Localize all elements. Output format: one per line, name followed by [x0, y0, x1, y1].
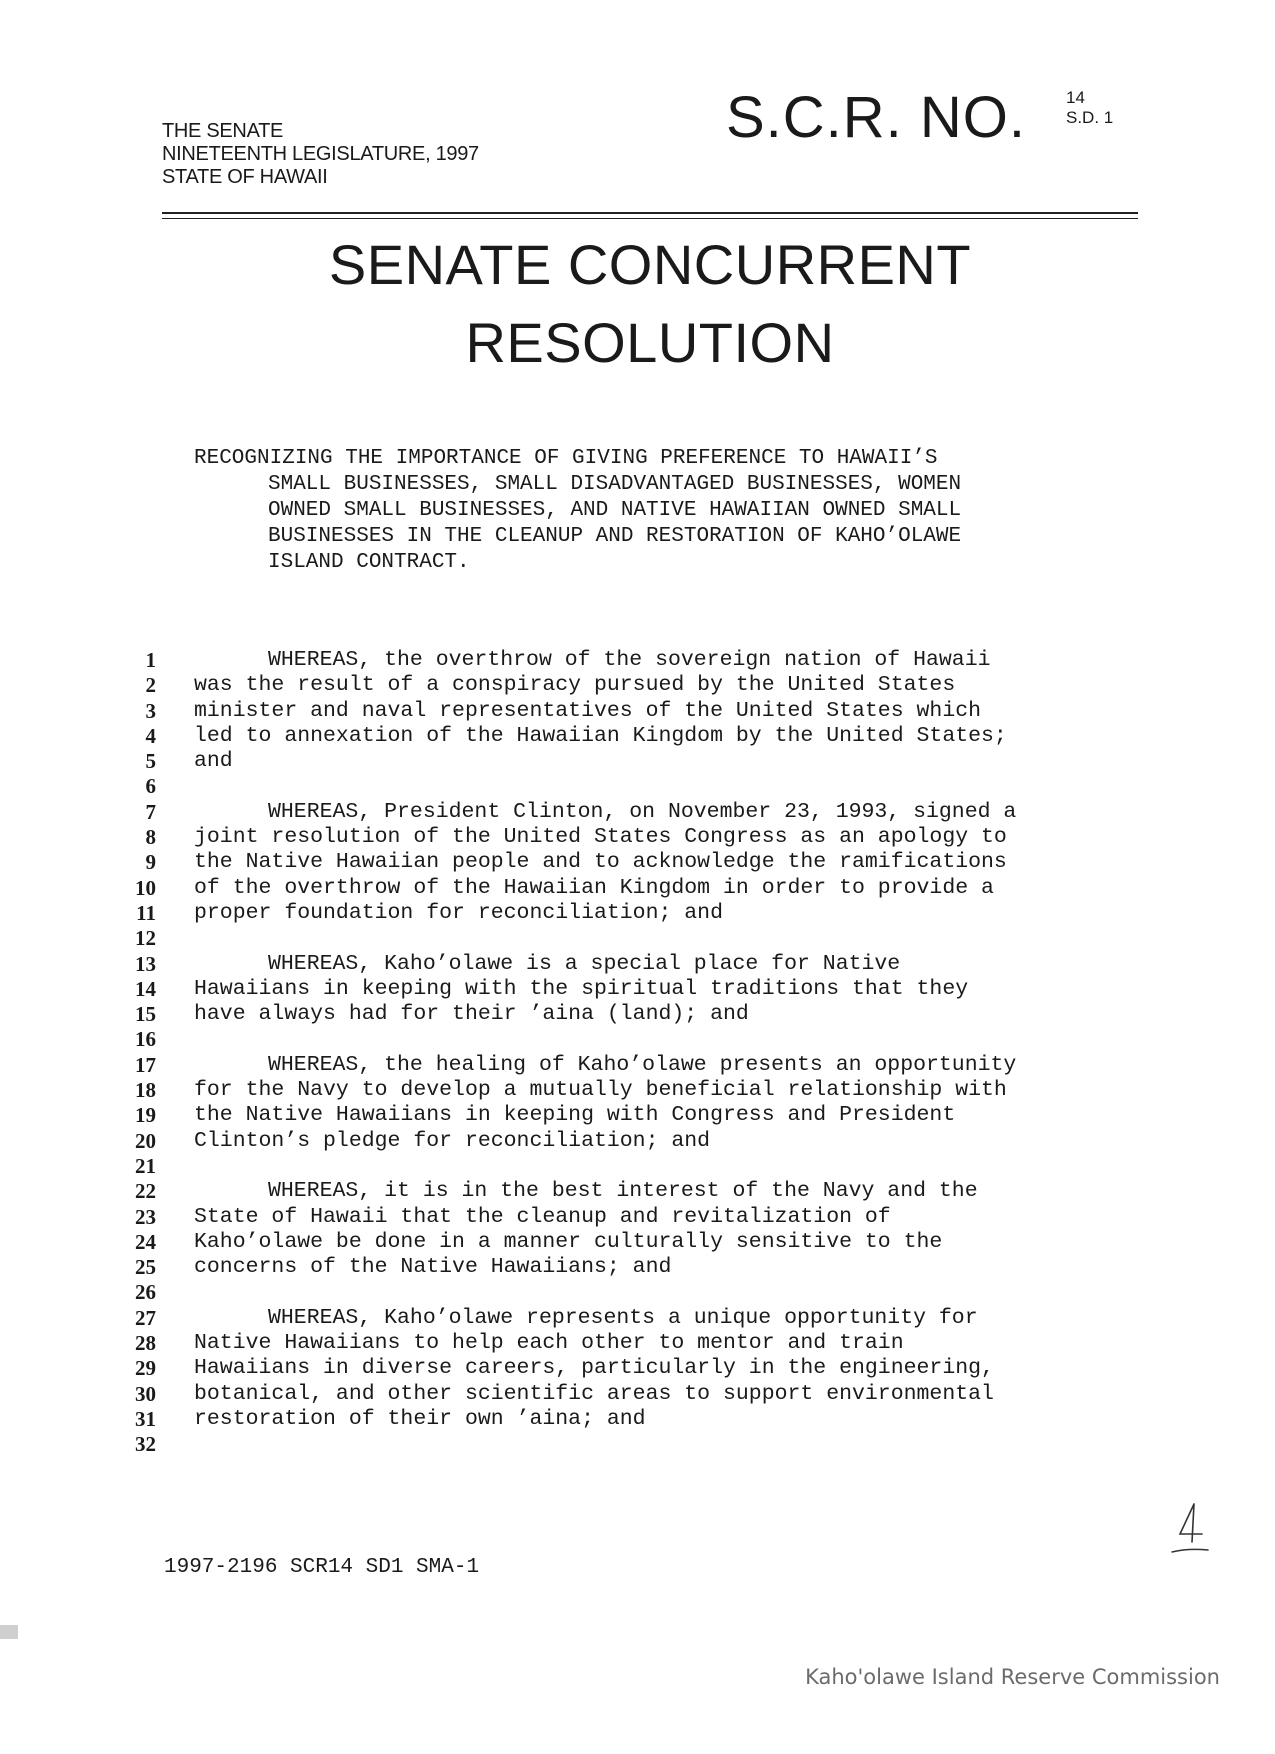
header-rule-thin [162, 218, 1138, 219]
body-line: WHEREAS, it is in the best interest of the Navy and the [268, 1179, 978, 1204]
scan-edge-shadow [0, 1625, 18, 1639]
caption-line: ISLAND CONTRACT. [268, 551, 470, 574]
body-line: WHEREAS, the healing of Kaho’olawe presents an opportunity [268, 1052, 1017, 1077]
line-number: 3 [145, 698, 156, 723]
resolution-body [194, 648, 1194, 1458]
body-line [194, 926, 1194, 951]
line-number: 1 [145, 648, 156, 672]
caption-line: OWNED SMALL BUSINESSES, AND NATIVE HAWAIIAN OWNED SMALL [268, 499, 962, 522]
line-number: 11 [136, 900, 156, 925]
body-line: the Native Hawaiians in keeping with Congress and President [194, 1103, 956, 1128]
line-number: 13 [135, 951, 156, 976]
body-line: Kaho’olawe be done in a manner culturally sensitive to the [194, 1229, 943, 1254]
body-line: Hawaiians in keeping with the spiritual traditions that they [194, 976, 969, 1001]
document-title-line2: RESOLUTION [465, 311, 835, 374]
line-number: 22 [135, 1179, 156, 1204]
handwritten-page-number [1170, 1500, 1210, 1560]
chamber-label: THE SENATE [162, 120, 284, 142]
body-line: joint resolution of the United States Congress as an apology to [194, 825, 1007, 850]
line-number: 23 [135, 1204, 156, 1229]
body-line [194, 1027, 1194, 1052]
body-line: Hawaiians in diverse careers, particularly in the engineering, [194, 1356, 994, 1381]
line-number: 17 [135, 1052, 156, 1077]
caption-line: BUSINESSES IN THE CLEANUP AND RESTORATION OF KAHO’OLAWE [268, 525, 962, 548]
line-number: 30 [135, 1381, 156, 1406]
line-number: 5 [145, 749, 156, 774]
body-line [194, 1432, 1194, 1457]
legislature-label: NINETEENTH LEGISLATURE, 1997 [162, 143, 479, 165]
line-number: 31 [135, 1406, 156, 1431]
body-line: Native Hawaiians to help each other to mentor and train [194, 1331, 904, 1356]
archive-watermark: Kaho'olawe Island Reserve Commission [805, 1665, 1220, 1689]
draft-label: S.D. 1 [1066, 108, 1114, 127]
document-code: 1997-2196 SCR14 SD1 SMA-1 [164, 1556, 480, 1579]
body-line: for the Navy to develop a mutually beneficial relationship with [194, 1078, 1007, 1103]
body-line: botanical, and other scientific areas to support environmental [194, 1381, 994, 1406]
caption-line: SMALL BUSINESSES, SMALL DISADVANTAGED BUSINESSES, WOMEN [268, 473, 962, 496]
line-number: 29 [135, 1356, 156, 1381]
line-number: 26 [135, 1280, 156, 1305]
line-number: 2 [145, 673, 156, 698]
body-line: WHEREAS, Kaho’olawe is a special place for Native [268, 951, 901, 976]
legislature-header [162, 120, 479, 189]
line-number: 16 [135, 1027, 156, 1052]
body-line: have always had for their ’aina (land); and [194, 1002, 749, 1027]
body-line: WHEREAS, the overthrow of the sovereign nation of Hawaii [268, 648, 991, 672]
line-number: 24 [135, 1229, 156, 1254]
bill-label: S.C.R. NO. [726, 85, 1027, 150]
line-number: 21 [135, 1153, 156, 1178]
resolution-caption [194, 446, 1134, 576]
line-number: 15 [135, 1002, 156, 1027]
line-number: 14 [135, 976, 156, 1001]
line-number: 6 [145, 774, 156, 799]
line-number: 4 [145, 723, 156, 748]
state-label: STATE OF HAWAII [162, 166, 328, 188]
body-line: proper foundation for reconciliation; and [194, 900, 723, 925]
bill-number-block [1066, 88, 1113, 128]
body-line: was the result of a conspiracy pursued by the United States [194, 673, 956, 698]
body-line: and [194, 749, 233, 774]
line-number: 12 [135, 926, 156, 951]
line-number: 32 [135, 1432, 156, 1457]
line-number: 18 [135, 1078, 156, 1103]
body-line [194, 1280, 1194, 1305]
line-number: 20 [135, 1128, 156, 1153]
body-line: WHEREAS, President Clinton, on November 23, 1993, signed a [268, 799, 1017, 824]
line-number: 9 [145, 850, 156, 875]
document-title-line1: SENATE CONCURRENT [328, 233, 972, 296]
body-line: minister and naval representatives of the United States which [194, 698, 982, 723]
line-number: 27 [135, 1305, 156, 1330]
caption-line: RECOGNIZING THE IMPORTANCE OF GIVING PREFERENCE TO HAWAII’S [194, 447, 938, 470]
body-line: led to annexation of the Hawaiian Kingdom by the United States; [194, 723, 1007, 748]
body-line: WHEREAS, Kaho’olawe represents a unique opportunity for [268, 1305, 978, 1330]
body-line [194, 774, 1194, 799]
body-line: concerns of the Native Hawaiians; and [194, 1255, 672, 1280]
line-number: 19 [135, 1103, 156, 1128]
body-line: Clinton’s pledge for reconciliation; and [194, 1128, 711, 1153]
bill-number: 14 [1066, 88, 1085, 107]
body-line [194, 1154, 1194, 1179]
body-line: of the overthrow of the Hawaiian Kingdom in order to provide a [194, 875, 994, 900]
line-number: 8 [145, 825, 156, 850]
line-number: 7 [145, 799, 156, 824]
line-number-column [120, 648, 156, 1458]
line-number: 28 [135, 1331, 156, 1356]
header-rule-thick [162, 212, 1138, 214]
line-number: 25 [135, 1255, 156, 1280]
body-line: the Native Hawaiian people and to acknowledge the ramifications [194, 850, 1007, 875]
line-number: 10 [135, 875, 156, 900]
body-line: State of Hawaii that the cleanup and revitalization of [194, 1204, 891, 1229]
body-line: restoration of their own ’aina; and [194, 1406, 646, 1431]
